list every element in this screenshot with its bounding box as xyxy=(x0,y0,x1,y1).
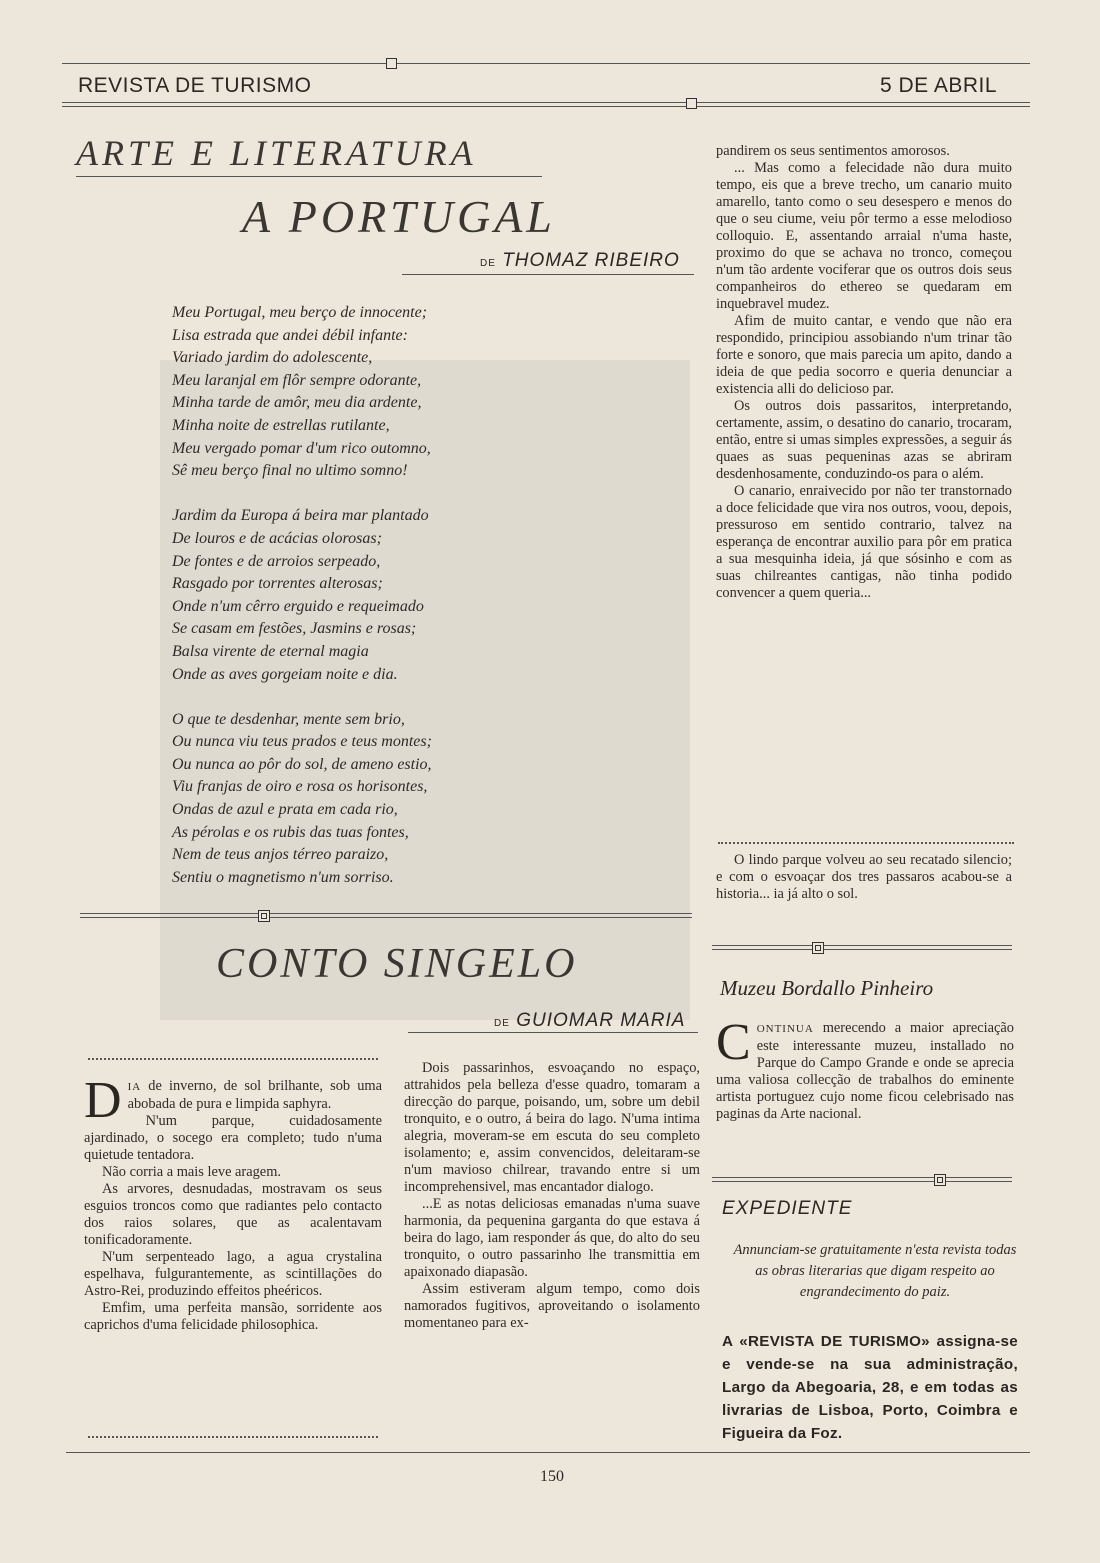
story-byline xyxy=(494,1010,685,1032)
story-byline-prefix: DE xyxy=(494,1018,510,1029)
story-title: CONTO SINGELO xyxy=(216,941,578,987)
poem-line: Minha noite de estrellas rutilante, xyxy=(172,416,390,434)
story-paragraph: Emfim, uma perfeita mansão, sorridente aos caprichos d'uma felicidade philosophica. xyxy=(84,1300,382,1333)
dotted-rule xyxy=(88,1058,378,1060)
poem-line: Viu franjas de oiro e rosa os horisontes, xyxy=(172,778,428,796)
poem-line: Variado jardim do adolescente, xyxy=(172,349,373,367)
story-author: GUIOMAR MARIA xyxy=(516,1010,686,1031)
poem-line: O que te desdenhar, mente sem brio, xyxy=(172,710,405,728)
section-title-rule xyxy=(76,176,542,177)
poem-line: Onde as aves gorgeiam noite e dia. xyxy=(172,665,398,683)
story-paragraph: N'um parque, cuidadosamente ajardinado, o socego era completo; tudo n'uma quietude tentadora. xyxy=(84,1113,382,1163)
poem-line: Meu Portugal, meu berço de innocente; xyxy=(172,304,428,321)
poem-line: Sê meu berço final no ultimo somno! xyxy=(172,462,408,480)
poem-byline-rule xyxy=(402,274,694,275)
subscription-notice: A «REVISTA DE TURISMO» assigna-se e vende-se na sua administração, Largo da Abegoaria, 28, e em todas as livrarias de Lisboa, Porto, Coimbra e Figueira da Foz. xyxy=(722,1333,1018,1442)
dotted-rule xyxy=(718,842,1014,844)
poem-body xyxy=(172,302,692,889)
poem-line: As pérolas e os rubis das tuas fontes, xyxy=(172,823,409,841)
story-paragraph: pandirem os seus sentimentos amorosos. xyxy=(716,143,950,159)
header-right: 5 DE ABRIL xyxy=(880,74,998,97)
story-ending xyxy=(716,852,1012,903)
story-paragraph: DIA de inverno, de sol brilhante, sob uma abobada de pura e limpida saphyra. xyxy=(84,1072,382,1129)
poem-line: Se casam em festões, Jasmins e rosas; xyxy=(172,620,417,638)
poem-line: Ou nunca viu teus prados e teus montes; xyxy=(172,733,432,751)
story-byline-rule xyxy=(408,1032,698,1033)
dotted-rule xyxy=(88,1436,378,1438)
story-paragraph: N'um serpenteado lago, a agua crystalina espelhava, fulgurantemente, as scintillações do Astro-Rei, produzindo effeitos pheéricos. xyxy=(84,1249,382,1299)
story-column-3 xyxy=(716,143,1012,602)
expediente-divider xyxy=(712,1177,1012,1182)
museum-dropcap: C xyxy=(716,1014,751,1071)
story-paragraph: ... Mas como a felecidade não dura muito tempo, eis que a breve trecho, um canario muito amarello, tanto como o seu desespero e menos do que o seu ciume, veiu pôr termo a esse melodioso colloquio. E, assentando arraial n'uma haste, proximo do que se achava no tronco, começou n'um tão ardente vociferar que os outros dois seus companheiros do ethereo se quedaram em inquebravel mudez. xyxy=(716,160,1012,312)
header-ornament-top xyxy=(386,58,397,69)
poem-line: Meu laranjal em flôr sempre odorante, xyxy=(172,371,422,389)
poem-line: Jardim da Europa á beira mar plantado xyxy=(172,507,429,525)
section-title: ARTE E LITERATURA xyxy=(76,133,477,173)
museum-divider-ornament xyxy=(812,942,824,954)
story-dropcap-rest: IA xyxy=(127,1081,142,1093)
story-column-2 xyxy=(404,1060,700,1332)
expediente-divider-ornament xyxy=(934,1174,946,1186)
story-paragraph: O lindo parque volveu ao seu recatado silencio; e com o esvoaçar dos tres passaros acabou-se a historia... ia já alto o sol. xyxy=(716,852,1012,902)
poem-line: Sentiu o magnetismo n'um sorriso. xyxy=(172,868,394,886)
poem-byline xyxy=(480,250,680,272)
poem-line: Onde n'um cêrro erguido e requeimado xyxy=(172,597,424,615)
poem-title: A PORTUGAL xyxy=(242,191,556,242)
story-paragraph: Não corria a mais leve aragem. xyxy=(102,1164,281,1180)
poem-line: De fontes e de arroios serpeado, xyxy=(172,552,381,570)
story-divider xyxy=(80,913,692,918)
poem-line: Lisa estrada que andei débil infante: xyxy=(172,326,408,344)
poem-line: De louros e de acácias olorosas; xyxy=(172,529,382,547)
header-left: REVISTA DE TURISMO xyxy=(78,74,312,97)
museum-body: merecendo a maior apreciação este interessante muzeu, installado no Parque do Campo Grande e onde se aprecia uma valiosa collecção de trabalhos do eminente artista portuguez cujo nome ficou celebrisado nas paginas da Arte nacional. xyxy=(716,1020,1014,1122)
story-paragraph: Dois passarinhos, esvoaçando no espaço, attrahidos pela belleza d'esse quadro, tomaram a direcção do parque, poisando, um, sobre um debil tronquito, e o outro, á beira do lago. N'uma intima alegria, moveram-se em escuta do seu completo isolamento; e, assim convencidos, deleitaram-se n'um mavioso chilrear, travando entre si um incomprehensivel, mas encantador dialogo. xyxy=(404,1060,700,1195)
poem-line: Balsa virente de eternal magia xyxy=(172,642,369,660)
poem-line: Rasgado por torrentes alterosas; xyxy=(172,575,383,593)
header-top-rule xyxy=(62,63,1030,64)
poem-line: Ondas de azul e prata em cada rio, xyxy=(172,801,398,819)
story-paragraph: As arvores, desnudadas, mostravam os seus esguios troncos como que radiantes pelo contacto dos raios solares, que as acalentavam tonificadoramente. xyxy=(84,1181,382,1248)
story-paragraph: Assim estiveram algum tempo, como dois namorados fugitivos, aproveitando o isolamento momentaneo para ex- xyxy=(404,1281,700,1331)
story-dropcap: D xyxy=(84,1072,122,1129)
header-bottom-rule xyxy=(62,102,1030,107)
header-ornament-bottom xyxy=(686,98,697,109)
story-divider-ornament xyxy=(258,910,270,922)
expediente-text: Annunciam-se gratuitamente n'esta revista todas as obras literarias que digam respeito ao engrandecimento do paiz. xyxy=(733,1242,1017,1300)
museum-dropcap-rest: ONTINUA xyxy=(756,1023,814,1035)
page-number: 150 xyxy=(540,1468,564,1485)
poem-line: Meu vergado pomar d'um rico outomno, xyxy=(172,439,431,457)
story-paragraph: O canario, enraivecido por não ter transtornado a doce felicidade que vira nos outros, voou, depois, pressuroso em sentido contrario, talvez na esperança de encontrar auxilio para pôr em pratica a sua mesquinha ideia, já que sósinho e com as suas chilreantes cantigas, não tinha podido convencer a quem queria... xyxy=(716,483,1012,601)
poem-line: Nem de teus anjos térreo paraizo, xyxy=(172,846,389,864)
museum-text xyxy=(716,1014,1014,1123)
museum-divider xyxy=(712,945,1012,950)
poem-line: Minha tarde de amôr, meu dia ardente, xyxy=(172,394,422,412)
poem-line: Ou nunca ao pôr do sol, de ameno estio, xyxy=(172,755,432,773)
story-paragraph: Afim de muito cantar, e vendo que não era respondido, principiou assobiando n'um trinar tão forte e sonoro, que mais parecia um apito, dando a ideia de que pedia socorro e queria denunciar a existencia alli do delicioso par. xyxy=(716,313,1012,397)
expediente-title: EXPEDIENTE xyxy=(722,1198,853,1219)
story-paragraph: ...E as notas deliciosas emanadas n'uma suave harmonia, da pequenina garganta do que estava á beira do lago, iam responder ás que, do alto do seu tronquito, o outro passarinho lhe transmittia em apaixonado diapasão. xyxy=(404,1196,700,1280)
poem-author: THOMAZ RIBEIRO xyxy=(502,250,680,271)
museum-title: Muzeu Bordallo Pinheiro xyxy=(720,976,934,1000)
story-paragraph: Os outros dois passaritos, interpretando, certamente, assim, o desatino do canario, trocaram, então, entre si umas simples expressões, a seguir ás quaes as suas pequeninas azas se abriram desdenhosamente, conduzindo-os para o além. xyxy=(716,398,1012,482)
story-column-1 xyxy=(84,1072,382,1334)
poem-byline-prefix: DE xyxy=(480,258,496,269)
footer-rule xyxy=(66,1452,1030,1453)
